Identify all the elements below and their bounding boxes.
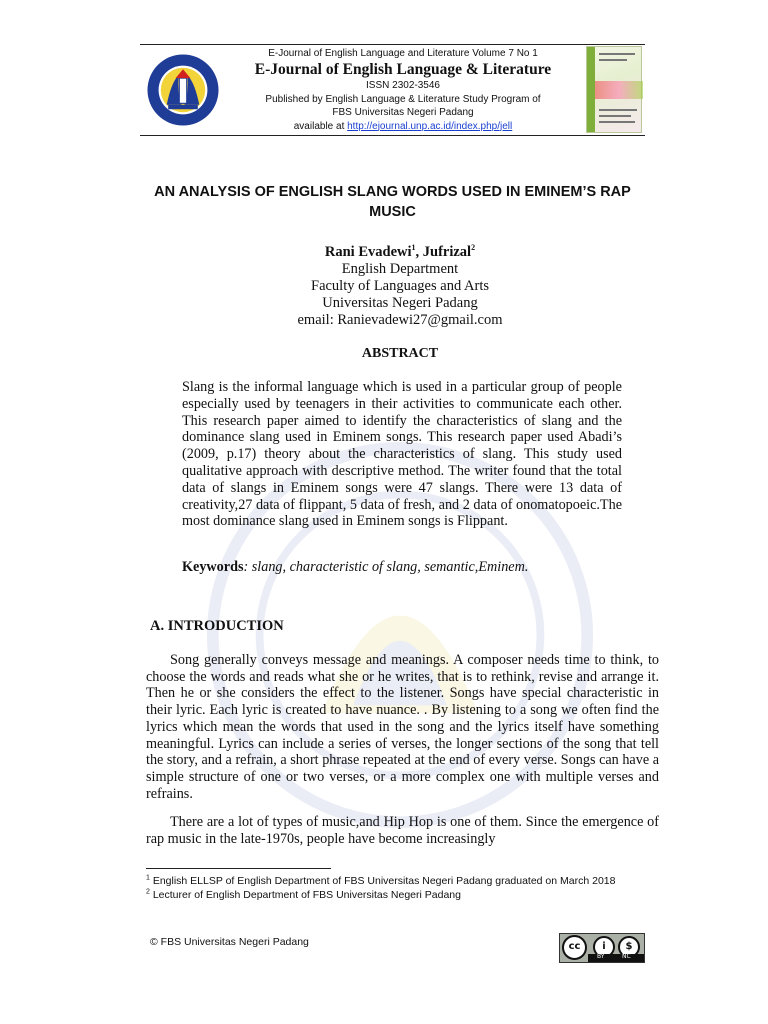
journal-issn: ISSN 2302-3546 — [366, 80, 440, 91]
author-1: Rani Evadewi — [324, 244, 412, 260]
cover-text-line — [599, 109, 637, 111]
author-department: English Department — [341, 261, 459, 277]
footnote-2 — [146, 888, 646, 902]
creative-commons-by-nc-icon — [559, 933, 645, 963]
author-2: Jufrizal — [422, 244, 472, 260]
footnote-divider — [146, 868, 331, 869]
journal-availability — [228, 120, 578, 134]
journal-url-link[interactable]: http://ejournal.unp.ac.id/index.php/jell — [347, 120, 513, 132]
journal-header — [140, 44, 645, 136]
university-seal-icon — [146, 53, 220, 127]
journal-volume: E-Journal of English Language and Literature Volume 7 No 1 — [268, 48, 538, 59]
footnote-2-mark: 2 — [146, 888, 150, 896]
introduction-paragraph-2: There are a lot of types of music,and Hip Hop is one of them. Since the emergence of rap music in the late-1970s, people have become increasingly — [146, 814, 659, 847]
journal-title: E-Journal of English Language & Literature — [254, 61, 552, 78]
attribution-icon: i — [593, 936, 615, 958]
cc-icon: cc — [562, 935, 587, 960]
cover-text-line — [599, 115, 631, 117]
footnote-1-text: English ELLSP of English Department of FBS Universitas Negeri Padang graduated on March 2018 — [149, 875, 616, 887]
paper-title: AN ANALYSIS OF ENGLISH SLANG WORDS USED IN EMINEM’S RAP MUSIC — [154, 184, 631, 220]
keywords — [182, 559, 622, 576]
copyright-footer: © FBS Universitas Negeri Padang — [150, 936, 309, 948]
introduction-heading: A. INTRODUCTION — [150, 618, 284, 634]
keywords-list: : slang, characteristic of slang, semantic,Eminem. — [243, 559, 529, 575]
author-names — [200, 244, 600, 261]
author-separator: , — [415, 244, 423, 260]
author-2-mark: 2 — [471, 243, 476, 253]
cover-text-line — [599, 53, 635, 55]
license-label-bar — [588, 954, 644, 962]
footnotes — [146, 874, 646, 902]
cover-strip — [587, 47, 595, 132]
author-1-mark: 1 — [411, 243, 416, 253]
by-label: BY — [597, 953, 605, 960]
journal-institution: FBS Universitas Negeri Padang — [332, 107, 474, 118]
author-faculty: Faculty of Languages and Arts — [311, 278, 489, 294]
footnote-2-text: Lecturer of English Department of FBS Universitas Negeri Padang — [149, 889, 461, 901]
journal-publisher: Published by English Language & Literature Study Program of — [265, 93, 541, 105]
availability-label: available at — [293, 120, 345, 132]
journal-header-text — [228, 47, 578, 133]
author-email: email: Ranievadewi27@gmail.com — [297, 312, 503, 328]
cover-text-line — [599, 121, 635, 123]
introduction-paragraph-1: Song generally conveys message and meanings. A composer needs time to think, to choose the words and reads what she or he writes, that is to rethink, revise and arrange it. Then he or she considers the effect to the listener. Songs have special characteristic in their lyric. Each lyric is created to have nuance. . By listening to a song we often find the lyrics which mean the words that used in the song and the lyrics itself have something meaningful. Lyrics can include a series of verses, the longer sections of the song that tell the story, and a refrain, a short phrase repeated at the end of every verse. Songs can have a simple structure of one or two verses, or a more complex one with multiple verses and refrains. — [146, 652, 659, 802]
keywords-label: Keywords — [182, 559, 244, 575]
author-university: Universitas Negeri Padang — [322, 295, 478, 311]
footnote-1-mark: 1 — [146, 874, 150, 882]
cover-text-line — [599, 59, 627, 61]
cover-band — [595, 81, 643, 99]
abstract-text: Slang is the informal language which is used in a particular group of people especially used by teenagers in their activities to communicate each other. This research paper aimed to identify the characteristics of slang and the dominance slang used in Eminem songs. This research paper used Abadi’s (2009, p.17) theory about the characteristics of slang. This study used qualitative approach with descriptive method. The writer found that the total data of slangs in Eminem songs were 47 slangs. There were 13 data of creativity,27 data of flippant, 5 data of fresh, and 2 data of onomatopoeic.The most dominance slang used in Eminem songs is Flippant. — [182, 379, 622, 530]
journal-cover-thumbnail — [586, 46, 642, 133]
nc-label: NC — [622, 953, 631, 960]
noncommercial-icon: $ — [618, 936, 640, 958]
abstract-heading: ABSTRACT — [361, 346, 439, 361]
author-block — [200, 244, 600, 329]
footnote-1 — [146, 874, 646, 888]
